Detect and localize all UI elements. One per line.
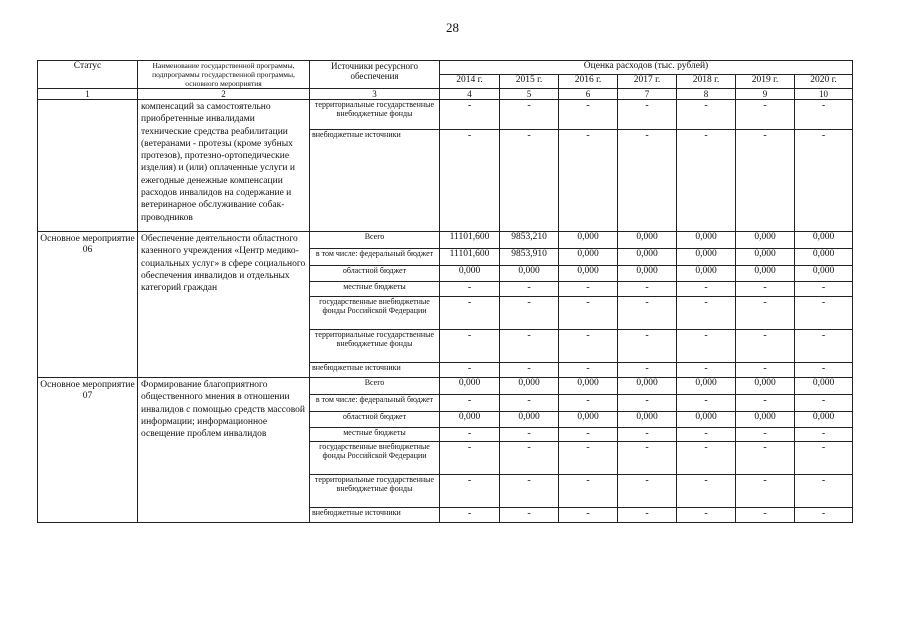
value-cell: - <box>795 297 853 330</box>
value-cell: 0,000 <box>795 266 853 282</box>
value-cell: - <box>500 297 559 330</box>
value-cell: - <box>736 395 795 412</box>
description-cell: Обеспечение деятельности областного казенного учреждения «Центр медико-социальных услуг» в сфере социального обеспечения инвалидов и отдельных категорий граждан <box>138 232 310 378</box>
value-cell: 9853,910 <box>500 249 559 266</box>
header-year: 2015 г. <box>500 75 559 89</box>
value-cell: - <box>618 508 677 523</box>
value-cell: - <box>795 442 853 475</box>
value-cell: - <box>795 130 853 232</box>
value-cell: - <box>736 442 795 475</box>
header-year: 2019 г. <box>736 75 795 89</box>
value-cell: 0,000 <box>440 378 500 395</box>
value-cell: 0,000 <box>618 378 677 395</box>
value-cell: 0,000 <box>559 232 618 249</box>
header-name: Наименование государственной программы, подпрограммы государственной программы, основного мероприятия <box>138 61 310 89</box>
value-cell: - <box>736 475 795 508</box>
value-cell: - <box>795 395 853 412</box>
value-cell: - <box>500 395 559 412</box>
value-cell: - <box>618 428 677 442</box>
column-number: 1 <box>38 89 138 100</box>
header-sources: Источники ресурсного обеспечения <box>310 61 440 89</box>
value-cell: - <box>677 330 736 363</box>
description-cell: Формирование благоприятного общественного мнения в отношении инвалидов с помощью средств массовой информации; информационное освещение проблем инвалидов <box>138 378 310 523</box>
value-cell: 0,000 <box>618 266 677 282</box>
value-cell: - <box>500 475 559 508</box>
value-cell: 0,000 <box>618 412 677 428</box>
value-cell: - <box>795 330 853 363</box>
header-year: 2020 г. <box>795 75 853 89</box>
value-cell: 0,000 <box>736 249 795 266</box>
value-cell: - <box>440 428 500 442</box>
value-cell: 0,000 <box>795 378 853 395</box>
value-cell: - <box>618 100 677 130</box>
value-cell: - <box>795 508 853 523</box>
value-cell: - <box>795 475 853 508</box>
value-cell: - <box>559 508 618 523</box>
value-cell: - <box>677 363 736 378</box>
status-cell: Основное мероприятие 07 <box>38 378 138 523</box>
value-cell: - <box>559 428 618 442</box>
column-number: 7 <box>618 89 677 100</box>
value-cell: - <box>500 282 559 297</box>
value-cell: - <box>440 297 500 330</box>
header-year: 2014 г. <box>440 75 500 89</box>
value-cell: - <box>500 442 559 475</box>
value-cell: - <box>440 442 500 475</box>
value-cell: 11101,600 <box>440 249 500 266</box>
table-row <box>38 378 853 395</box>
source-cell: областной бюджет <box>310 266 440 282</box>
value-cell: 0,000 <box>795 249 853 266</box>
value-cell: - <box>736 130 795 232</box>
source-cell: государственные внебюджетные фонды Российской Федерации <box>310 297 440 330</box>
value-cell: 0,000 <box>795 412 853 428</box>
value-cell: 0,000 <box>736 378 795 395</box>
value-cell: 0,000 <box>559 378 618 395</box>
value-cell: - <box>559 297 618 330</box>
source-cell: внебюджетные источники <box>310 508 440 523</box>
source-cell: Всего <box>310 232 440 249</box>
value-cell: 0,000 <box>440 266 500 282</box>
value-cell: 0,000 <box>736 266 795 282</box>
value-cell: - <box>677 428 736 442</box>
source-cell: государственные внебюджетные фонды Российской Федерации <box>310 442 440 475</box>
value-cell: 0,000 <box>677 232 736 249</box>
value-cell: - <box>500 363 559 378</box>
value-cell: - <box>559 442 618 475</box>
value-cell: - <box>618 395 677 412</box>
value-cell: 0,000 <box>500 266 559 282</box>
value-cell: - <box>440 100 500 130</box>
value-cell: - <box>500 508 559 523</box>
value-cell: - <box>736 363 795 378</box>
value-cell: - <box>618 363 677 378</box>
column-number: 10 <box>795 89 853 100</box>
value-cell: - <box>736 428 795 442</box>
value-cell: 0,000 <box>677 378 736 395</box>
value-cell: - <box>440 330 500 363</box>
source-cell: в том числе: федеральный бюджет <box>310 395 440 412</box>
source-cell: внебюджетные источники <box>310 130 440 232</box>
value-cell: 0,000 <box>677 266 736 282</box>
source-cell: областной бюджет <box>310 412 440 428</box>
value-cell: - <box>736 282 795 297</box>
value-cell: 0,000 <box>736 232 795 249</box>
value-cell: - <box>500 100 559 130</box>
value-cell: - <box>440 130 500 232</box>
value-cell: - <box>559 475 618 508</box>
value-cell: - <box>795 428 853 442</box>
value-cell: - <box>736 330 795 363</box>
value-cell: 0,000 <box>736 412 795 428</box>
value-cell: 0,000 <box>500 412 559 428</box>
value-cell: - <box>440 282 500 297</box>
header-status: Статус <box>38 61 138 89</box>
value-cell: - <box>677 130 736 232</box>
description-cell: компенсаций за самостоятельно приобретенные инвалидами технические средства реабилитации (ветеранами - протезы (кроме зубных протезов), протезно-ортопедические изделия) и (или) оплаченные услуги и ежегодные денежные компенсации расходов инвалидов на содержание и ветеринарное обслуживание собак-проводников <box>138 100 310 232</box>
value-cell: 0,000 <box>500 378 559 395</box>
status-cell <box>38 100 138 232</box>
column-number: 9 <box>736 89 795 100</box>
value-cell: 0,000 <box>795 232 853 249</box>
source-cell: Всего <box>310 378 440 395</box>
value-cell: - <box>618 442 677 475</box>
value-cell: - <box>677 442 736 475</box>
value-cell: - <box>559 363 618 378</box>
value-cell: - <box>677 100 736 130</box>
status-cell: Основное мероприятие 06 <box>38 232 138 378</box>
value-cell: 0,000 <box>677 412 736 428</box>
column-number-row <box>38 89 853 100</box>
value-cell: - <box>440 395 500 412</box>
value-cell: - <box>736 297 795 330</box>
source-cell: территориальные государственные внебюджетные фонды <box>310 330 440 363</box>
value-cell: 0,000 <box>559 412 618 428</box>
table-row <box>38 232 853 249</box>
header-year: 2018 г. <box>677 75 736 89</box>
source-cell: местные бюджеты <box>310 282 440 297</box>
value-cell: - <box>677 282 736 297</box>
value-cell: - <box>559 330 618 363</box>
expense-table <box>37 60 853 523</box>
column-number: 8 <box>677 89 736 100</box>
page-number: 28 <box>446 20 459 35</box>
column-number: 5 <box>500 89 559 100</box>
value-cell: - <box>736 508 795 523</box>
column-number: 6 <box>559 89 618 100</box>
value-cell: - <box>677 475 736 508</box>
value-cell: - <box>677 395 736 412</box>
value-cell: - <box>795 100 853 130</box>
value-cell: - <box>559 282 618 297</box>
value-cell: 9853,210 <box>500 232 559 249</box>
header-cost: Оценка расходов (тыс. рублей) <box>440 61 853 75</box>
value-cell: 0,000 <box>559 266 618 282</box>
value-cell: - <box>559 395 618 412</box>
value-cell: - <box>440 508 500 523</box>
value-cell: - <box>618 282 677 297</box>
header-year: 2017 г. <box>618 75 677 89</box>
column-number: 4 <box>440 89 500 100</box>
value-cell: - <box>677 297 736 330</box>
table-row <box>38 100 853 130</box>
value-cell: 0,000 <box>677 249 736 266</box>
source-cell: территориальные государственные внебюджетные фонды <box>310 100 440 130</box>
value-cell: - <box>500 130 559 232</box>
value-cell: - <box>736 100 795 130</box>
value-cell: 11101,600 <box>440 232 500 249</box>
value-cell: 0,000 <box>440 412 500 428</box>
value-cell: - <box>559 130 618 232</box>
value-cell: - <box>559 100 618 130</box>
value-cell: - <box>618 297 677 330</box>
value-cell: - <box>795 363 853 378</box>
source-cell: в том числе: федеральный бюджет <box>310 249 440 266</box>
value-cell: - <box>500 428 559 442</box>
value-cell: - <box>618 475 677 508</box>
value-cell: 0,000 <box>559 249 618 266</box>
value-cell: - <box>500 330 559 363</box>
column-number: 2 <box>138 89 310 100</box>
value-cell: - <box>440 363 500 378</box>
source-cell: территориальные государственные внебюджетные фонды <box>310 475 440 508</box>
value-cell: - <box>618 130 677 232</box>
column-number: 3 <box>310 89 440 100</box>
value-cell: 0,000 <box>618 232 677 249</box>
value-cell: - <box>618 330 677 363</box>
value-cell: - <box>440 475 500 508</box>
header-year: 2016 г. <box>559 75 618 89</box>
source-cell: местные бюджеты <box>310 428 440 442</box>
value-cell: - <box>795 282 853 297</box>
source-cell: внебюджетные источники <box>310 363 440 378</box>
value-cell: 0,000 <box>618 249 677 266</box>
value-cell: - <box>677 508 736 523</box>
